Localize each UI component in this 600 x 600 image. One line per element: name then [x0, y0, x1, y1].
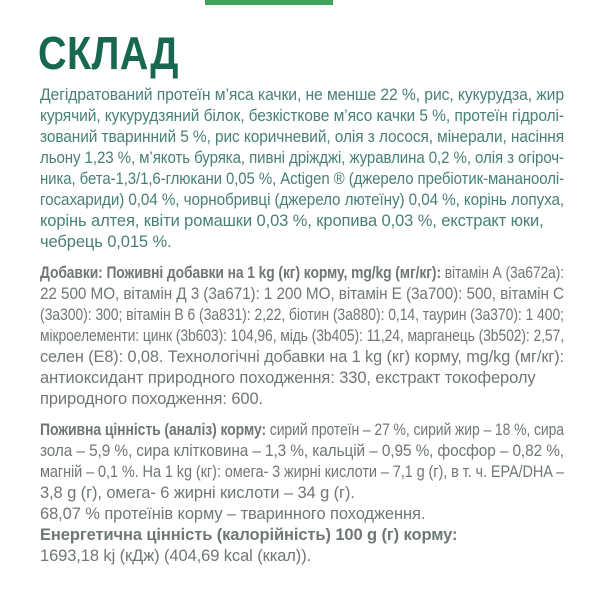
paragraph-energy-value	[40, 525, 564, 567]
text-line: корінь алтея, квіти ромашки 0,03 %, кропива 0,03 %, екстракт юки,	[40, 212, 544, 230]
text-line: 68,07 % протеїнів корму – тваринного походження.	[40, 505, 426, 523]
text-line: зований тваринний 5 %, рис коричневий, олія з лосося, мінерали, насіння	[40, 128, 564, 146]
text-line: ника, бета-1,3/1,6-глюкани 0,05 %, Actigen ® (джерело пребіотик-мананоолі-	[40, 170, 564, 188]
text-line: зола – 5,9 %, сира клітковина – 1,3 %, кальцій – 0,95 %, фосфор – 0,82 %,	[40, 442, 564, 460]
text-line: чебрець 0,015 %.	[40, 233, 172, 251]
text-line: Дегідратований протеїн м’яса качки, не менше 22 %, рис, кукурудза, жир	[40, 86, 564, 104]
text-line: 22 500 МО, вітамін Д 3 (3а671): 1 200 МО, вітамін Е (3а700): 500, вітамін С	[40, 285, 564, 303]
top-edge-accent-bar	[205, 0, 333, 5]
text-line: Поживна цінність (аналіз) корму: сирий протеїн – 27 %, сирий жир – 18 %, сира	[40, 421, 564, 439]
text-line: льону 1,23 %, м’якоть буряка, пивні дріжджі, журавлина 0,2 %, олія з огіроч-	[40, 149, 564, 167]
text-line: антиоксидант природного походження: 330, екстракт токоферолу	[40, 369, 536, 387]
text-line: (3а300): 300; вітамін В 6 (3а831): 2,22, біотин (3а880): 0,14, таурин (3а370): 1 400;	[40, 306, 564, 324]
text-line: природного походження: 600.	[40, 390, 264, 408]
paragraph-ingredients	[40, 85, 564, 253]
text-line: 3,8 g (г), омега- 6 жирні кислоти – 34 g (г).	[40, 484, 355, 502]
text-line: магній – 0,1 %. На 1 kg (кг): омега- 3 жирні кислоти – 7,1 g (г), в т. ч. EPA/DHA –	[40, 463, 564, 481]
text-line: курячий, кукурудзяний білок, безкісткове м’ясо качки 5 %, протеїн гідролі-	[40, 107, 564, 125]
text-line: мікроелементи: цинк (3b603): 104,96, мідь (3b405): 11,24, марганець (3b502): 2,57,	[40, 327, 564, 345]
text-line: Енергетична цінність (калорійність) 100 g (г) корму:	[40, 526, 458, 544]
text-line: Добавки: Поживні добавки на 1 kg (кг) корму, mg/kg (мг/кг): вітамін А (3а672а):	[40, 264, 564, 282]
composition-text-block	[40, 85, 564, 567]
paragraph-additives	[40, 263, 564, 410]
text-line: 1693,18 kj (кДж) (404,69 kcal (ккал)).	[40, 547, 312, 565]
text-line: госахариди) 0,04 %, чорнобривці (джерело лютеїну) 0,04 %, корінь лопуха,	[40, 191, 564, 209]
text-line: селен (Е8): 0,08. Технологічні добавки на 1 kg (кг) корму, mg/kg (мг/кг):	[40, 348, 564, 366]
paragraph-nutrition-analysis	[40, 420, 564, 504]
paragraph-protein-origin	[40, 504, 564, 525]
page-title: СКЛАД	[38, 27, 179, 79]
